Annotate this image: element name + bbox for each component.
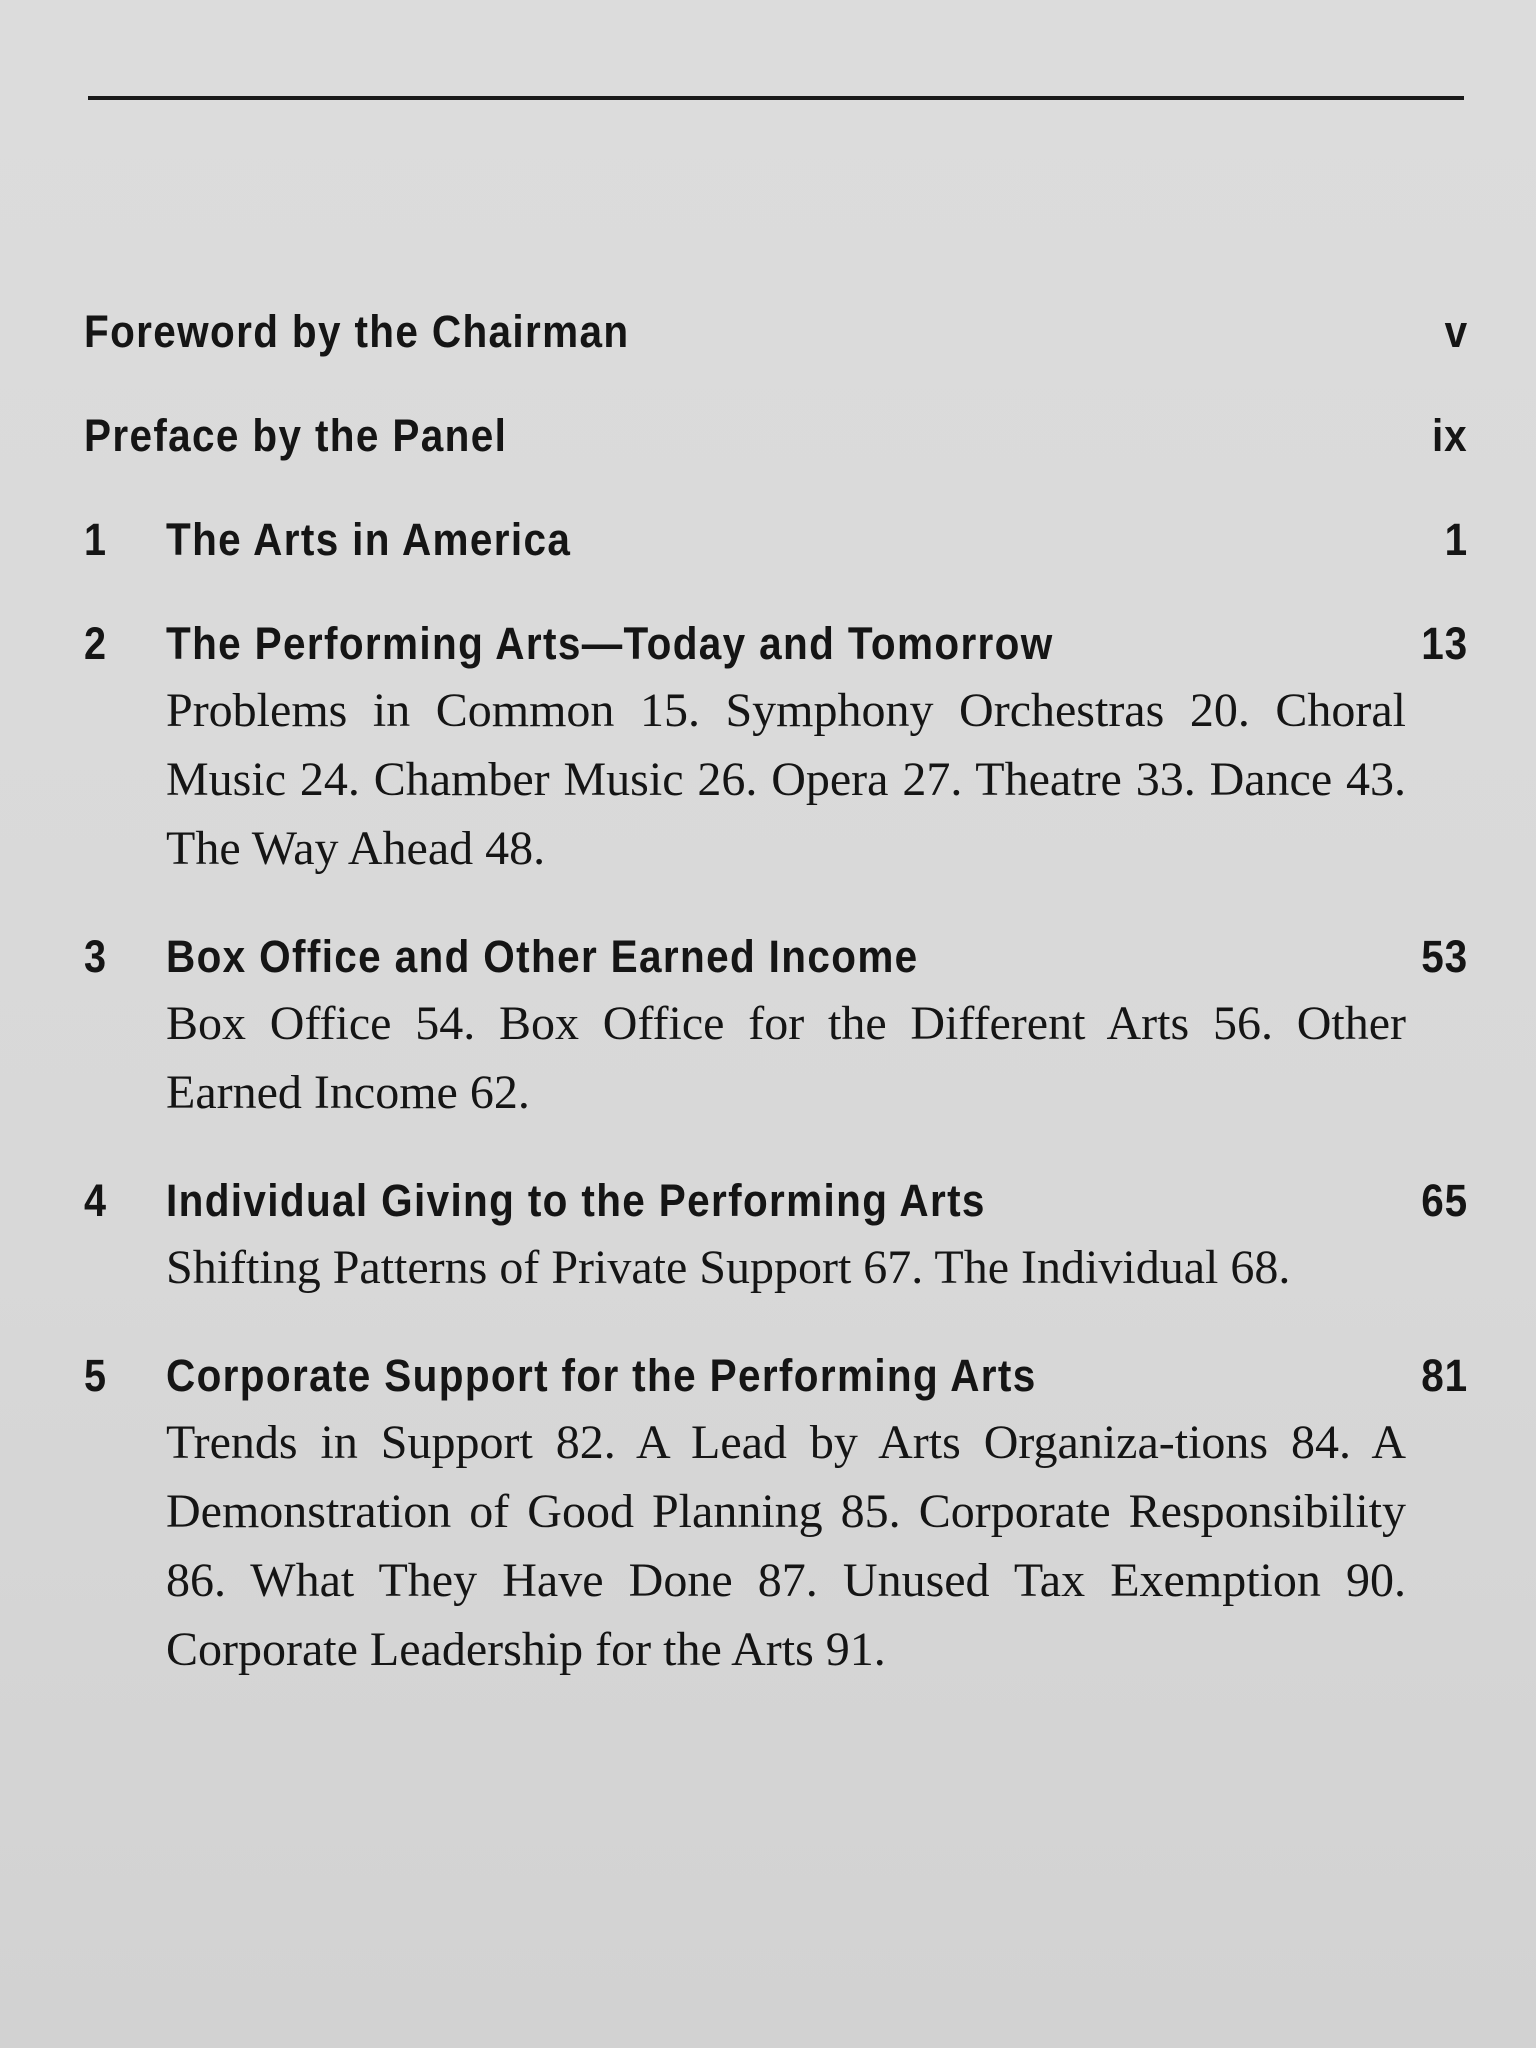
toc-entry-foreword <box>84 300 1468 366</box>
top-rule <box>88 96 1464 100</box>
chapter-sections: Problems in Common 15. Symphony Orchestras 20. Choral Music 24. Chamber Music 26. Opera 27. Theatre 33. Dance 43. The Way Ahead 48. <box>166 684 1406 875</box>
chapter-title: The Arts in America <box>166 514 572 565</box>
chapter-title: Individual Giving to the Performing Arts <box>166 1175 986 1226</box>
entry-title: Preface by the Panel <box>84 410 508 461</box>
entry-page-number: v <box>1444 306 1468 357</box>
chapter-sections: Shifting Patterns of Private Support 67. The Individual 68. <box>166 1241 1291 1294</box>
entry-page-number: 53 <box>1421 931 1468 982</box>
entry-page-number: 13 <box>1421 618 1468 669</box>
entry-page-number: 1 <box>1444 514 1468 565</box>
toc-entry-chapter-1 <box>84 508 1468 574</box>
toc-entry-chapter-5 <box>84 1344 1468 1684</box>
entry-page-number: ix <box>1432 410 1468 461</box>
toc-entry-chapter-2 <box>84 612 1468 883</box>
table-of-contents <box>84 300 1468 1684</box>
entry-page-number: 81 <box>1421 1350 1468 1401</box>
entry-title: Foreword by the Chairman <box>84 306 630 357</box>
chapter-number: 4 <box>84 1175 107 1226</box>
toc-entry-chapter-3 <box>84 925 1468 1127</box>
chapter-title: Corporate Support for the Performing Arts <box>166 1350 1037 1401</box>
chapter-number: 5 <box>84 1350 107 1401</box>
toc-entry-preface <box>84 404 1468 470</box>
chapter-sections: Box Office 54. Box Office for the Different Arts 56. Other Earned Income 62. <box>166 997 1406 1119</box>
toc-entry-chapter-4 <box>84 1169 1468 1302</box>
chapter-number: 2 <box>84 618 107 669</box>
entry-page-number: 65 <box>1421 1175 1468 1226</box>
chapter-sections: Trends in Support 82. A Lead by Arts Organiza-tions 84. A Demonstration of Good Planning 85. Corporate Responsibility 86. What They Have Done 87. Unused Tax Exemption 90. Corporate Leadership for the Arts 91. <box>166 1416 1406 1676</box>
chapter-number: 1 <box>84 514 107 565</box>
chapter-title: Box Office and Other Earned Income <box>166 931 919 982</box>
chapter-number: 3 <box>84 931 107 982</box>
chapter-title: The Performing Arts—Today and Tomorrow <box>166 618 1054 669</box>
